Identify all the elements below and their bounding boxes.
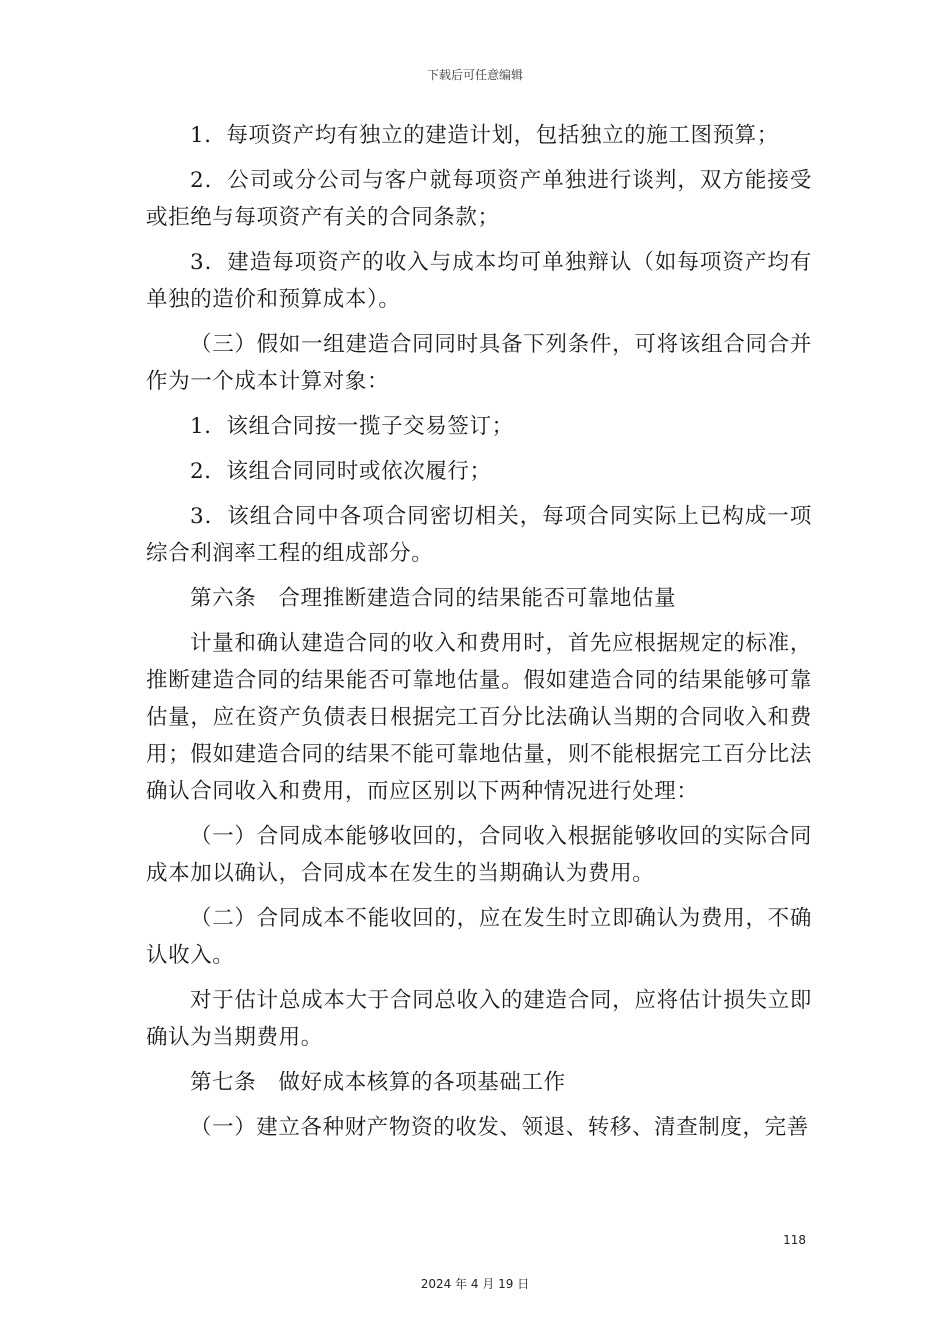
paragraph: 1．该组合同按一揽子交易签订； [190, 414, 514, 439]
paragraph: （三）假如一组建造合同同时具备下列条件，可将该组合同合并作为一个成本计算对象： [146, 332, 812, 394]
paragraph: 2．公司或分公司与客户就每项资产单独进行谈判，双方能接受或拒绝与每项资产有关的合同条款； [146, 168, 812, 230]
page-header: 下载后可任意编辑 [426, 68, 523, 82]
paragraph: （二）合同成本不能收回的，应在发生时立即确认为费用，不确认收入。 [146, 906, 812, 968]
paragraph: 3．建造每项资产的收入与成本均可单独辩认（如每项资产均有单独的造价和预算成本）。 [146, 250, 812, 312]
page-footer-date: 2024 年 4 月 19 日 [420, 1277, 530, 1291]
page-number: 118 [783, 1233, 806, 1247]
paragraph: （一）建立各种财产物资的收发、领退、转移、清查制度，完善 [190, 1115, 809, 1140]
paragraph: （一）合同成本能够收回的，合同收入根据能够收回的实际合同成本加以确认，合同成本在发生的当期确认为费用。 [146, 824, 812, 886]
paragraph: 对于估计总成本大于合同总收入的建造合同，应将估计损失立即确认为当期费用。 [146, 988, 812, 1050]
paragraph: 2．该组合同同时或依次履行； [190, 459, 492, 484]
paragraph: 1．每项资产均有独立的建造计划，包括独立的施工图预算； [190, 123, 779, 148]
paragraph: 3．该组合同中各项合同密切相关，每项合同实际上已构成一项综合利润率工程的组成部分。 [146, 504, 812, 566]
document-body [146, 117, 812, 1154]
paragraph: 计量和确认建造合同的收入和费用时，首先应根据规定的标准，推断建造合同的结果能否可靠地估量。假如建造合同的结果能够可靠估量，应在资产负债表日根据完工百分比法确认当期的合同收入和费用；假如建造合同的结果不能可靠地估量，则不能根据完工百分比法确认合同收入和费用，而应区别以下两种情况进行处理： [146, 631, 812, 804]
section-heading: 第六条 合理推断建造合同的结果能否可靠地估量 [190, 586, 677, 611]
section-heading: 第七条 做好成本核算的各项基础工作 [190, 1070, 566, 1095]
